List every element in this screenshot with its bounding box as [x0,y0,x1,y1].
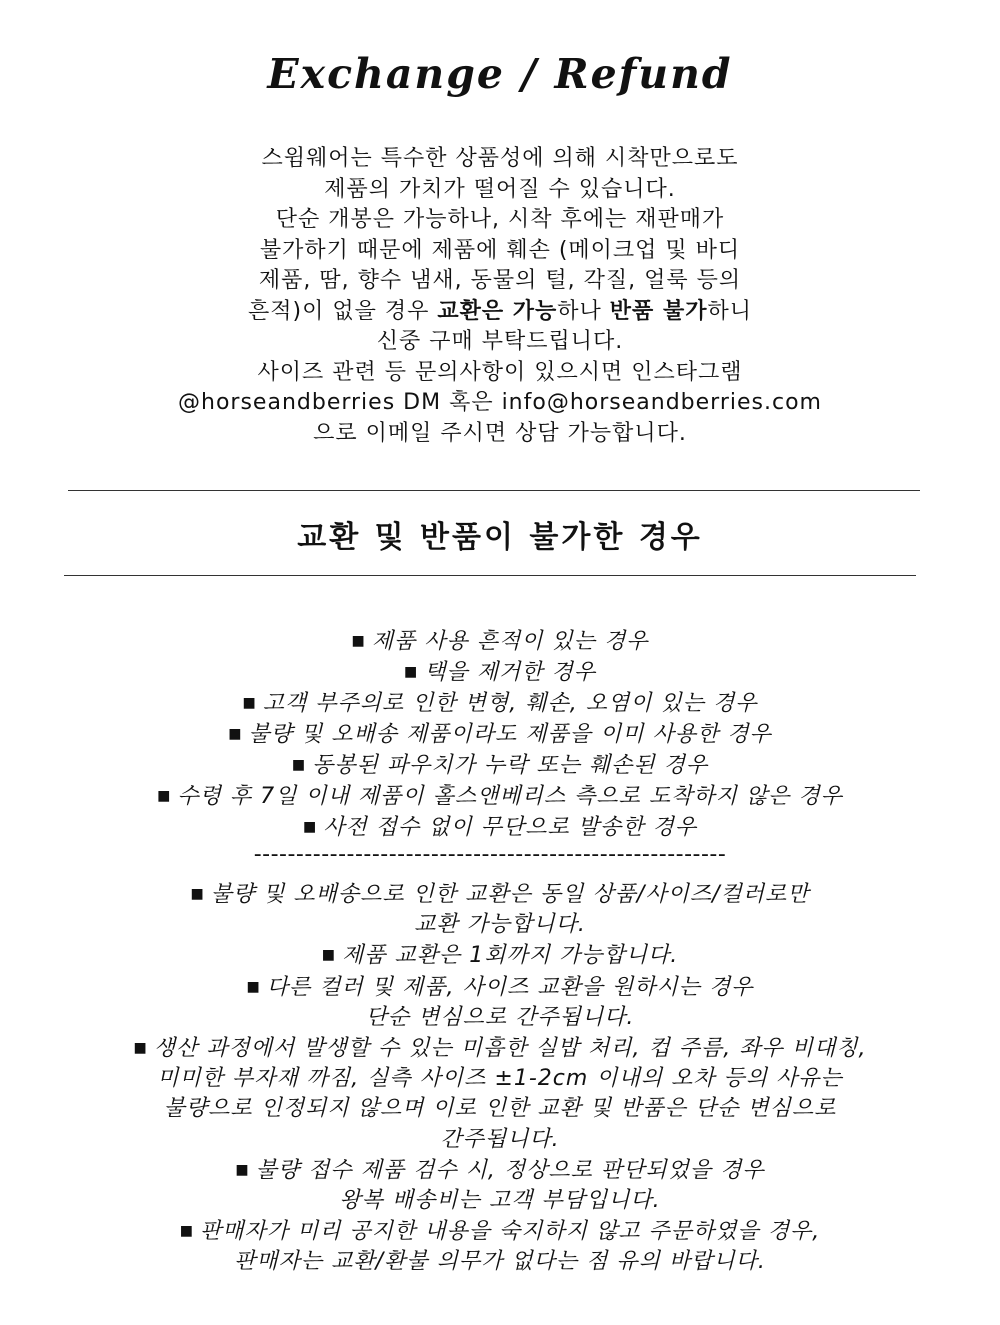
exchange-possible-emphasis: 교환은 가능 [437,298,558,324]
bullet-icon: ■ [235,1161,250,1178]
note-continuation: 간주됩니다. [440,1126,560,1152]
intro-line: 사이즈 관련 등 문의사항이 있으시면 인스타그램 [257,359,743,385]
notes-list [0,879,1000,1278]
intro-text: 하나 [557,298,610,324]
list-item [0,626,1000,657]
intro-text: 하니 [707,298,752,324]
list-item-text: 수령 후 7일 이내 제품이 홀스앤베리스 측으로 도착하지 않은 경우 [177,784,843,809]
intro-paragraph [0,144,1000,449]
bullet-icon: ■ [179,1223,194,1240]
bullet-icon: ■ [303,819,318,835]
list-item [0,812,1000,843]
no-exchange-list [0,626,1000,843]
note-text: 불량 접수 제품 검수 시, 정상으로 판단되었을 경우 [255,1157,765,1183]
note-text: 판매자가 미리 공지한 내용을 숙지하지 않고 주문하였을 경우, [199,1219,821,1245]
list-item-text: 동봉된 파우치가 누락 또는 훼손된 경우 [312,753,709,778]
note-continuation: 교환 가능합니다. [414,912,586,938]
list-item [0,781,1000,812]
intro-line-emphasis [0,297,1000,328]
refund-impossible-emphasis: 반품 불가 [609,298,708,324]
note-continuation: 불량으로 인정되지 않으며 이로 인한 교환 및 반품은 단순 변심으로 [163,1096,837,1122]
note-continuation: 미미한 부자재 까짐, 실측 사이즈 ±1-2cm 이내의 오차 등의 사유는 [157,1066,843,1092]
list-item [0,657,1000,688]
intro-line: 스윔웨어는 특수한 상품성에 의해 시착만으로도 [261,146,739,171]
note-continuation: 판매자는 교환/환불 의무가 없다는 점 유의 바랍니다. [234,1249,766,1275]
bullet-icon: ■ [157,788,172,804]
list-item-text: 불량 및 오배송 제품이라도 제품을 이미 사용한 경우 [248,722,772,747]
note-continuation: 단순 변심으로 간주됩니다. [365,1004,635,1030]
bullet-icon: ■ [291,757,307,773]
bullet-icon: ■ [242,695,257,711]
page-title: Exchange / Refund [267,50,733,98]
list-item-text: 제품 사용 흔적이 있는 경우 [371,629,649,654]
note-item [0,972,1000,1003]
note-text: 다른 컬러 및 제품, 사이즈 교환을 원하시는 경우 [266,974,754,1000]
list-item-text: 택을 제거한 경우 [424,660,596,685]
note-item [0,1155,1000,1186]
top-divider [68,490,920,491]
intro-line: 으로 이메일 주시면 상담 가능합니다. [313,420,687,446]
bullet-icon: ■ [246,978,261,995]
bullet-icon: ■ [133,1040,148,1057]
list-item-text: 고객 부주의로 인한 변형, 훼손, 오염이 있는 경우 [262,691,758,716]
intro-line: 제품의 가치가 떨어질 수 있습니다. [324,176,676,202]
note-text: 불량 및 오배송으로 인한 교환은 동일 상품/사이즈/컬러로만 [210,882,810,907]
heading-divider [64,575,916,576]
bullet-icon: ■ [404,664,419,680]
note-item [0,940,1000,971]
section-heading: 교환 및 반품이 불가한 경우 [297,520,703,555]
list-item-text: 사전 접수 없이 무단으로 발송한 경우 [323,815,697,840]
bullet-icon: ■ [190,886,205,902]
note-text: 제품 교환은 1회까지 가능합니다. [341,943,679,969]
intro-line: 신중 구매 부탁드립니다. [376,329,624,354]
contact-line: @horseandberries DM 혹은 info@horseandberries.com [178,390,822,415]
intro-line: 제품, 땀, 향수 냄새, 동물의 털, 각질, 얼룩 등의 [258,268,742,293]
intro-line: 단순 개봉은 가능하나, 시착 후에는 재판매가 [275,207,725,232]
note-item [0,1216,1000,1247]
bullet-icon: ■ [351,633,366,649]
intro-text: 흔적)이 없을 경우 [248,298,438,324]
intro-line: 불가하기 때문에 제품에 훼손 (메이크업 및 바디 [259,237,741,263]
list-item [0,719,1000,750]
list-item [0,750,1000,781]
bullet-icon: ■ [228,726,243,742]
note-item [0,1033,1000,1064]
note-continuation: 왕복 배송비는 고객 부담입니다. [339,1188,661,1214]
note-item [0,879,1000,910]
dashed-separator: -------------------------------------------------------- [253,842,727,867]
bullet-icon: ■ [321,947,336,964]
note-text: 생산 과정에서 발생할 수 있는 미흡한 실밥 처리, 컵 주름, 좌우 비대칭, [153,1036,867,1062]
list-item [0,688,1000,719]
